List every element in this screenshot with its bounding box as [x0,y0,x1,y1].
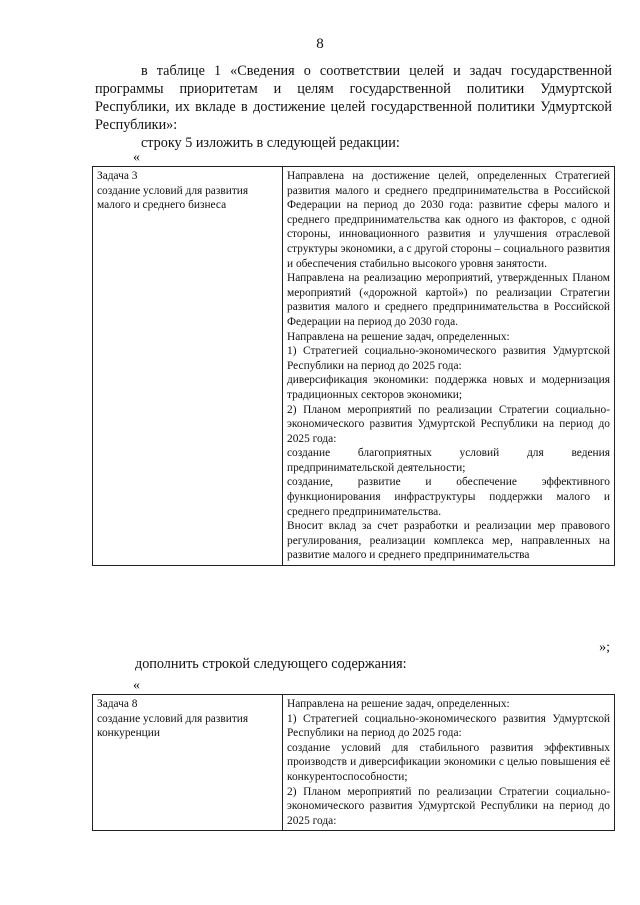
table1-right-cell [283,167,615,566]
table2-right-cell [283,695,615,831]
table1-task-text: создание условий для развития малого и среднего бизнеса [97,184,249,212]
table1-task-title: Задача 3 [97,170,138,182]
table2-task-text: создание условий для развития конкуренции [97,712,249,740]
table1-para: Направлена на реализацию мероприятий, утвержденных Планом мероприятий («дорожной картой») по реализации Стратегии развития малого и среднего предпринимательства в Российской Федерации на период до 2030 года. [287,272,610,328]
append-instruction: дополнить строкой следующего содержания: [135,656,407,672]
table2-left-cell [93,695,283,831]
table2-para: 2) Планом мероприятий по реализации Стратегии социально-экономического развития Удмуртской Республики на период до 2025 года: [287,785,610,827]
table1-para: Направлена на решение задач, определенных: [287,330,510,343]
quote-open-2: « [133,678,140,693]
table2-para: создание условий для стабильного развития эффективных производств и диверсификации экономики с целью повышения её конкурентоспособности; [287,741,610,783]
table2-para: 1) Стратегией социально-экономического развития Удмуртской Республики на период до 2025 года: [287,712,610,740]
table1-para: Направлена на достижение целей, определенных Стратегией развития малого и среднего предпринимательства в Российской Федерации на период до 2030 года: развитие сферы малого и среднего предпринимательства как одного из факторов, с одной стороны, инновационного развития и улучшения отраслевой структуры экономики, а с другой стороны – социального развития и обеспечения стабильно высокого уровня занятости. [287,170,610,270]
table1-para: 1) Стратегией социально-экономического развития Удмуртской Республики на период до 2025 года: [287,345,610,372]
intro-block [95,62,612,152]
quote-open-1: « [133,150,140,165]
table1-left-cell [93,167,283,566]
quote-close: »; [599,640,610,655]
table1-para: диверсификация экономики: поддержка новых и модернизация традиционных секторов экономики; [287,374,610,401]
table1-para: создание, развитие и обеспечение эффективного функционирования инфраструктуры поддержки малого и среднего предпринимательства. [287,476,610,518]
table1-para: 2) Планом мероприятий по реализации Стратегии социально-экономического развития Удмуртской Республики на период до 2025 года: [287,403,610,445]
table1-para: Вносит вклад за счет разработки и реализации мер правового регулирования, реализации комплекса мер, направленных на развитие малого и среднего предпринимательства [287,520,610,562]
table-row-new [92,694,615,831]
table-row-5 [92,166,615,566]
table1-para: создание благоприятных условий для ведения предпринимательской деятельности; [287,447,610,474]
intro-instruction: строку 5 изложить в следующей редакции: [141,135,400,151]
table2-task-title: Задача 8 [97,698,138,710]
table2-para: Направлена на решение задач, определенных: [287,698,510,710]
intro-paragraph: в таблице 1 «Сведения о соответствии целей и задач государственной программы приоритетам и целям государственной политики Удмуртской Республики, их вкладе в достижение целей государственной политики Удмуртской Республики»: [95,63,612,133]
page-number: 8 [316,36,324,52]
